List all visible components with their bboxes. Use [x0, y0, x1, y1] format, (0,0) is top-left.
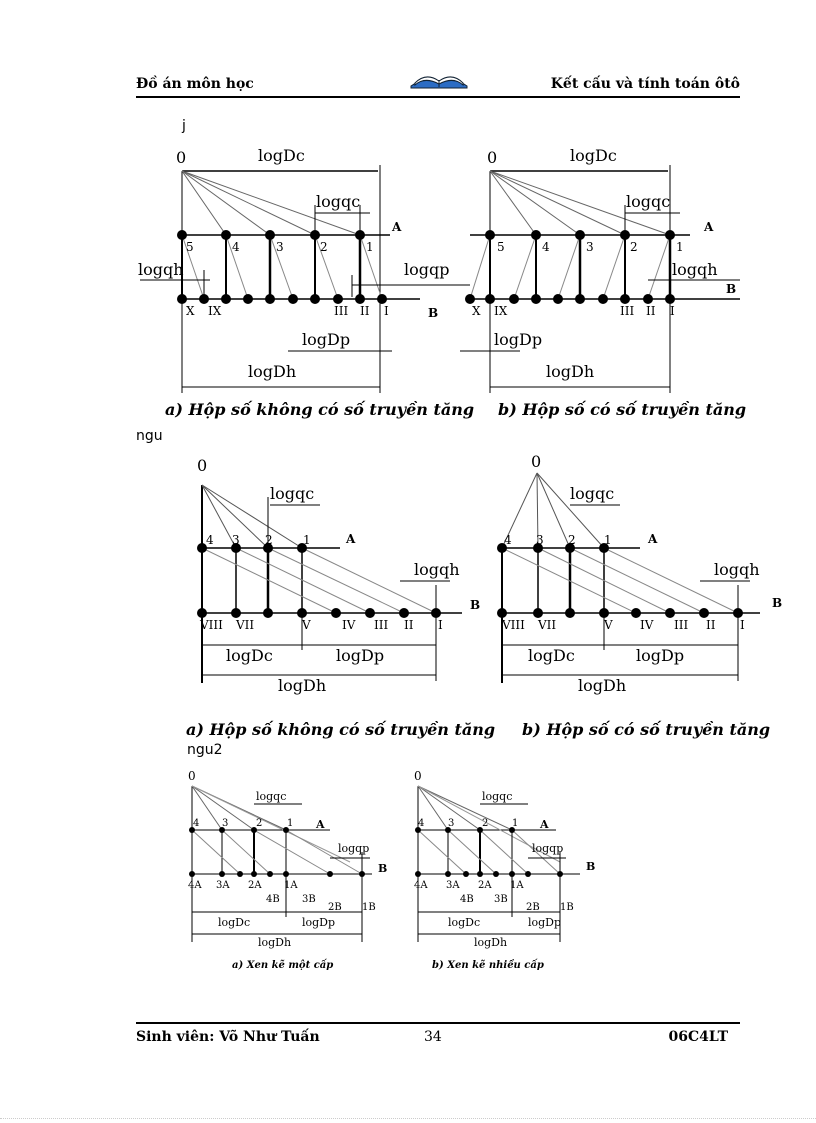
footer-class-code: 06C4LT [668, 1029, 728, 1045]
svg-text:1A: 1A [510, 880, 524, 891]
svg-text:0: 0 [531, 452, 542, 471]
label-ngu: ngu [136, 428, 163, 444]
svg-text:logqh: logqh [714, 560, 760, 579]
svg-text:III: III [620, 304, 635, 318]
svg-text:2: 2 [320, 240, 328, 254]
svg-text:0: 0 [176, 148, 187, 167]
figure-3-caption-b: b) Xen kẽ nhiều cấp [432, 960, 544, 971]
footer-student: Sinh viên: Võ Như Tuấn [136, 1029, 320, 1045]
svg-text:3: 3 [276, 240, 284, 254]
svg-text:4: 4 [542, 240, 550, 254]
svg-text:1: 1 [287, 818, 294, 829]
svg-text:IV: IV [640, 618, 654, 632]
svg-text:VII: VII [236, 618, 255, 632]
svg-text:III: III [374, 618, 389, 632]
svg-text:logDc: logDc [226, 646, 273, 665]
svg-text:logDp: logDp [494, 330, 543, 349]
svg-text:IV: IV [342, 618, 356, 632]
svg-text:logDp: logDp [302, 916, 336, 929]
svg-text:B: B [378, 862, 388, 875]
svg-text:logDh: logDh [474, 936, 508, 949]
svg-text:A: A [648, 532, 658, 546]
svg-text:2A: 2A [248, 880, 262, 891]
svg-text:B: B [772, 596, 783, 610]
svg-text:4A: 4A [414, 880, 428, 891]
figure-3 [0, 762, 816, 982]
svg-text:4: 4 [232, 240, 240, 254]
svg-text:1B: 1B [560, 902, 574, 913]
svg-text:logqc: logqc [270, 484, 315, 503]
figure-1-caption-a: a) Hộp số không có số truyền tăng [165, 400, 475, 419]
svg-text:logqh: logqh [414, 560, 460, 579]
svg-text:VIII: VIII [200, 618, 223, 632]
svg-text:I: I [438, 618, 443, 632]
svg-text:VII: VII [538, 618, 557, 632]
svg-text:2: 2 [630, 240, 638, 254]
page-edge [0, 1118, 816, 1119]
svg-text:IX: IX [208, 304, 222, 318]
svg-text:A: A [392, 220, 402, 234]
svg-text:logDc: logDc [448, 916, 481, 929]
svg-text:2: 2 [256, 818, 263, 829]
svg-text:logDp: logDp [636, 646, 685, 665]
svg-text:5: 5 [186, 240, 194, 254]
svg-text:4A: 4A [188, 880, 202, 891]
svg-text:2B: 2B [526, 902, 540, 913]
svg-text:II: II [360, 304, 370, 318]
svg-text:3A: 3A [446, 880, 460, 891]
svg-text:logqp: logqp [338, 842, 370, 855]
svg-text:5: 5 [497, 240, 505, 254]
svg-text:0: 0 [188, 769, 196, 783]
svg-text:II: II [706, 618, 716, 632]
svg-text:X: X [472, 304, 481, 318]
svg-text:3B: 3B [494, 894, 508, 905]
svg-text:B: B [428, 306, 439, 320]
svg-text:logDp: logDp [336, 646, 385, 665]
svg-text:4: 4 [504, 533, 512, 547]
svg-text:2: 2 [568, 533, 576, 547]
svg-text:logDc: logDc [570, 146, 617, 165]
svg-text:2A: 2A [478, 880, 492, 891]
svg-text:V: V [604, 618, 613, 632]
svg-text:logDp: logDp [302, 330, 351, 349]
svg-text:V: V [302, 618, 311, 632]
header-title-left: Đồ án môn học [136, 76, 254, 92]
svg-text:B: B [726, 282, 737, 296]
svg-text:logqc: logqc [256, 790, 287, 803]
svg-text:B: B [586, 860, 596, 873]
svg-text:logqh: logqh [138, 260, 184, 279]
svg-text:2: 2 [482, 818, 489, 829]
svg-text:logqc: logqc [316, 192, 361, 211]
svg-text:1: 1 [303, 533, 311, 547]
header-title-right: Kết cấu và tính toán ôtô [550, 76, 740, 92]
header-rule [136, 96, 740, 98]
svg-text:0: 0 [197, 456, 208, 475]
svg-text:I: I [740, 618, 745, 632]
svg-text:3A: 3A [216, 880, 230, 891]
svg-text:logDc: logDc [258, 146, 305, 165]
svg-text:logDp: logDp [528, 916, 562, 929]
open-book-icon [408, 68, 470, 94]
svg-text:4: 4 [206, 533, 214, 547]
svg-text:3: 3 [222, 818, 229, 829]
label-ngu2: ngu2 [187, 742, 223, 758]
figure-1 [0, 125, 816, 425]
footer-page-number: 34 [424, 1029, 442, 1045]
svg-text:logqc: logqc [482, 790, 513, 803]
svg-text:1: 1 [366, 240, 374, 254]
figure-2-caption-a: a) Hộp số không có số truyền tăng [186, 720, 496, 739]
svg-text:1A: 1A [284, 880, 298, 891]
svg-text:A: A [540, 818, 549, 831]
svg-text:logDh: logDh [546, 362, 595, 381]
svg-text:logqp: logqp [532, 842, 564, 855]
svg-text:logDh: logDh [278, 676, 327, 695]
svg-text:3: 3 [586, 240, 594, 254]
figure-2 [0, 445, 816, 745]
figure-3-caption-a: a) Xen kẽ một cấp [232, 960, 334, 971]
svg-text:4: 4 [193, 818, 200, 829]
svg-text:4B: 4B [266, 894, 280, 905]
svg-text:A: A [704, 220, 714, 234]
svg-text:logDc: logDc [528, 646, 575, 665]
svg-text:4: 4 [418, 818, 425, 829]
label-j: j [182, 118, 186, 134]
svg-text:logqc: logqc [570, 484, 615, 503]
svg-text:logDh: logDh [578, 676, 627, 695]
svg-text:logDh: logDh [258, 936, 292, 949]
svg-text:B: B [470, 598, 481, 612]
svg-text:logqp: logqp [404, 260, 450, 279]
svg-text:II: II [404, 618, 414, 632]
svg-text:III: III [674, 618, 689, 632]
svg-text:3: 3 [448, 818, 455, 829]
svg-text:X: X [186, 304, 195, 318]
svg-text:II: II [646, 304, 656, 318]
svg-text:logqc: logqc [626, 192, 671, 211]
svg-text:III: III [334, 304, 349, 318]
svg-text:0: 0 [487, 148, 498, 167]
svg-text:3: 3 [536, 533, 544, 547]
svg-text:A: A [346, 532, 356, 546]
svg-text:A: A [316, 818, 325, 831]
svg-text:1: 1 [676, 240, 684, 254]
svg-text:4B: 4B [460, 894, 474, 905]
svg-text:1: 1 [512, 818, 519, 829]
svg-text:IX: IX [494, 304, 508, 318]
svg-text:0: 0 [414, 769, 422, 783]
svg-text:logDc: logDc [218, 916, 251, 929]
footer-rule [136, 1022, 740, 1024]
svg-text:2: 2 [265, 533, 273, 547]
svg-text:VIII: VIII [502, 618, 525, 632]
figure-1-caption-b: b) Hộp số có số truyền tăng [498, 400, 747, 419]
svg-text:3: 3 [232, 533, 240, 547]
svg-text:logDh: logDh [248, 362, 297, 381]
figure-2-caption-b: b) Hộp số có số truyền tăng [522, 720, 771, 739]
svg-text:I: I [670, 304, 675, 318]
svg-text:2B: 2B [328, 902, 342, 913]
svg-text:1: 1 [604, 533, 612, 547]
svg-text:I: I [384, 304, 389, 318]
svg-text:1B: 1B [362, 902, 376, 913]
svg-text:logqh: logqh [672, 260, 718, 279]
svg-text:3B: 3B [302, 894, 316, 905]
